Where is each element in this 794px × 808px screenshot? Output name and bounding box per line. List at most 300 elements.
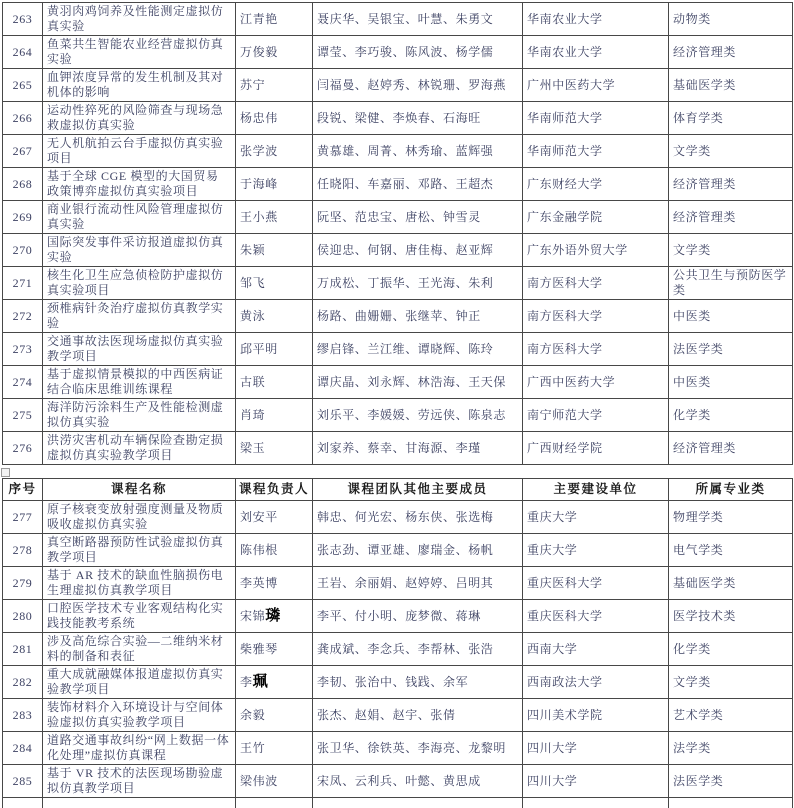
- course-name: 真空断路器预防性试验虚拟仿真教学项目: [47, 535, 224, 564]
- subject-category: 经济管理类: [673, 440, 737, 455]
- header-construction-unit: 主要建设单位: [523, 479, 669, 501]
- subject-category: 动物类: [673, 11, 711, 26]
- table-row: [3, 234, 793, 267]
- course-leader: 宋锦: [240, 609, 266, 623]
- construction-unit-cell: [523, 201, 669, 234]
- subject-category: 医学技术类: [673, 608, 737, 623]
- team-members: 韩忠、何光宏、杨东侠、张选梅: [317, 509, 494, 524]
- course-name-cell: [43, 732, 236, 765]
- course-leader: 王小燕: [240, 210, 278, 224]
- row-number: 264: [12, 44, 33, 59]
- subject-category: 化学类: [673, 407, 711, 422]
- course-name: 涉及高危综合实验—二维纳米材料的制备和表征: [47, 634, 224, 663]
- team-members: 张杰、赵娟、赵宇、张倩: [317, 707, 456, 722]
- construction-unit-cell: [523, 267, 669, 300]
- row-number-cell: [3, 732, 43, 765]
- course-leader-cell: [236, 501, 313, 534]
- course-name-cell: [43, 567, 236, 600]
- table-header-row: [3, 479, 793, 501]
- course-leader-cell: [236, 732, 313, 765]
- row-number-cell: [3, 168, 43, 201]
- course-name-cell: [43, 168, 236, 201]
- team-members-cell: [313, 633, 523, 666]
- course-leader-cell: [236, 432, 313, 465]
- team-members: 谭庆晶、刘永辉、林浩海、王天保: [317, 374, 507, 389]
- construction-unit-cell: [523, 501, 669, 534]
- course-name: 运动性猝死的风险筛查与现场急救虚拟仿真实验: [47, 103, 224, 132]
- course-leader-cell: [236, 201, 313, 234]
- course-name: 核生化卫生应急侦检防护虚拟仿真实验项目: [47, 268, 224, 297]
- row-number: 280: [12, 608, 33, 623]
- subject-category: 经济管理类: [673, 176, 737, 191]
- row-number: 278: [12, 542, 33, 557]
- course-leader: 古联: [240, 375, 266, 389]
- team-members-cell: [313, 699, 523, 732]
- construction-unit: 华南师范大学: [527, 110, 603, 125]
- subject-category: 经济管理类: [673, 44, 737, 59]
- team-members-cell: [313, 267, 523, 300]
- team-members: 杨路、曲姗姗、张继苹、钟正: [317, 308, 481, 323]
- partial-cell: [43, 798, 236, 808]
- course-name-cell: [43, 267, 236, 300]
- team-members-cell: [313, 534, 523, 567]
- course-name-cell: [43, 3, 236, 36]
- row-number-cell: [3, 135, 43, 168]
- construction-unit-cell: [523, 633, 669, 666]
- team-members-cell: [313, 666, 523, 699]
- header-course-leader: 课程负责人: [236, 479, 313, 501]
- course-name-cell: [43, 234, 236, 267]
- course-name: 国际突发事件采访报道虚拟仿真实验: [47, 235, 224, 264]
- row-number-cell: [3, 234, 43, 267]
- construction-unit-cell: [523, 36, 669, 69]
- construction-unit-cell: [523, 699, 669, 732]
- subject-category-cell: [669, 501, 793, 534]
- table-row: [3, 3, 793, 36]
- construction-unit: 华南农业大学: [527, 44, 603, 59]
- team-members-cell: [313, 201, 523, 234]
- construction-unit-cell: [523, 567, 669, 600]
- course-leader: 张学波: [240, 144, 278, 158]
- course-leader-cell: [236, 333, 313, 366]
- team-members: 阮坚、范忠宝、唐松、钟雪灵: [317, 209, 481, 224]
- partial-cell: [523, 798, 669, 808]
- subject-category: 中医类: [673, 374, 711, 389]
- header-course-name: 课程名称: [43, 479, 236, 501]
- construction-unit: 广州中医药大学: [527, 77, 616, 92]
- course-leader: 邹飞: [240, 276, 266, 290]
- course-table-lower: [2, 478, 793, 808]
- construction-unit: 广东外语外贸大学: [527, 242, 628, 257]
- table-row: [3, 333, 793, 366]
- team-members: 刘家养、蔡幸、甘海源、李瑾: [317, 440, 481, 455]
- course-name: 黄羽肉鸡饲养及性能测定虚拟仿真实验: [47, 4, 224, 33]
- course-leader-cell: [236, 300, 313, 333]
- row-number-cell: [3, 501, 43, 534]
- subject-category-cell: [669, 3, 793, 36]
- course-leader: 于海峰: [240, 177, 278, 191]
- course-leader: 杨忠伟: [240, 111, 278, 125]
- row-number-cell: [3, 699, 43, 732]
- row-number-cell: [3, 333, 43, 366]
- construction-unit: 重庆大学: [527, 509, 578, 524]
- course-leader-cell: [236, 135, 313, 168]
- team-members-cell: [313, 732, 523, 765]
- subject-category-cell: [669, 36, 793, 69]
- construction-unit: 南方医科大学: [527, 308, 603, 323]
- team-members: 李平、付小明、庞梦微、蒋琳: [317, 608, 481, 623]
- header-team-members: 课程团队其他主要成员: [313, 479, 523, 501]
- construction-unit: 重庆大学: [527, 542, 578, 557]
- course-table-lower-body: [3, 501, 793, 808]
- team-members-cell: [313, 3, 523, 36]
- team-members-cell: [313, 432, 523, 465]
- course-leader: 肖琦: [240, 408, 266, 422]
- course-table-upper-body: [3, 3, 793, 465]
- table-row: [3, 567, 793, 600]
- partial-cell: [669, 798, 793, 808]
- table-row: [3, 69, 793, 102]
- table-row: [3, 765, 793, 798]
- team-members-cell: [313, 333, 523, 366]
- subject-category: 化学类: [673, 641, 711, 656]
- construction-unit-cell: [523, 666, 669, 699]
- course-leader-cell: [236, 3, 313, 36]
- team-members: 刘乐平、李媛媛、劳远侠、陈泉志: [317, 407, 507, 422]
- course-leader: 李: [240, 675, 253, 689]
- table-row: [3, 432, 793, 465]
- course-leader-cell: [236, 267, 313, 300]
- course-name-cell: [43, 36, 236, 69]
- subject-category-cell: [669, 699, 793, 732]
- construction-unit: 广西中医药大学: [527, 374, 616, 389]
- subject-category: 公共卫生与预防医学类: [673, 268, 787, 297]
- course-name: 基于 VR 技术的法医现场勘验虚拟仿真教学项目: [47, 766, 224, 795]
- row-number: 282: [12, 674, 33, 689]
- course-name: 原子核衰变放射强度测量及物质吸收虚拟仿真实验: [47, 502, 224, 531]
- construction-unit: 西南政法大学: [527, 674, 603, 689]
- table-row: [3, 102, 793, 135]
- course-leader-cell: [236, 633, 313, 666]
- row-number: 283: [12, 707, 33, 722]
- course-name-cell: [43, 201, 236, 234]
- row-number: 277: [12, 509, 33, 524]
- team-members: 侯迎忠、何钢、唐佳梅、赵亚辉: [317, 242, 494, 257]
- subject-category: 经济管理类: [673, 209, 737, 224]
- row-number-cell: [3, 69, 43, 102]
- course-leader: 邱平明: [240, 342, 278, 356]
- team-members: 李韧、张治中、钱践、余军: [317, 674, 469, 689]
- course-name: 基于全球 CGE 模型的大国贸易政策博弈虚拟仿真实验项目: [47, 169, 219, 198]
- row-number-cell: [3, 102, 43, 135]
- team-members: 段锐、梁健、李焕春、石海旺: [317, 110, 481, 125]
- construction-unit-cell: [523, 69, 669, 102]
- subject-category-cell: [669, 666, 793, 699]
- construction-unit-cell: [523, 300, 669, 333]
- construction-unit-cell: [523, 234, 669, 267]
- subject-category-cell: [669, 534, 793, 567]
- course-name-cell: [43, 432, 236, 465]
- course-name-cell: [43, 699, 236, 732]
- course-name: 重大成就融媒体报道虚拟仿真实验教学项目: [47, 667, 224, 696]
- subject-category: 法医学类: [673, 773, 724, 788]
- construction-unit: 南方医科大学: [527, 275, 603, 290]
- row-number: 269: [12, 209, 33, 224]
- course-leader: 余毅: [240, 708, 266, 722]
- construction-unit: 广东金融学院: [527, 209, 603, 224]
- team-members: 聂庆华、吴银宝、叶慧、朱勇文: [317, 11, 494, 26]
- course-leader-cell: [236, 765, 313, 798]
- course-leader: 朱颖: [240, 243, 266, 257]
- team-members-cell: [313, 399, 523, 432]
- row-number: 272: [12, 308, 33, 323]
- row-number: 265: [12, 77, 33, 92]
- table-row: [3, 399, 793, 432]
- construction-unit: 重庆医科大学: [527, 575, 603, 590]
- course-leader: 苏宁: [240, 78, 266, 92]
- row-number-cell: [3, 534, 43, 567]
- table-row: [3, 267, 793, 300]
- course-leader: 梁伟波: [240, 774, 278, 788]
- course-leader-cell: [236, 366, 313, 399]
- course-name: 无人机航拍云台手虚拟仿真实验项目: [47, 136, 224, 165]
- construction-unit: 广西财经学院: [527, 440, 603, 455]
- construction-unit-cell: [523, 732, 669, 765]
- subject-category-cell: [669, 300, 793, 333]
- course-leader-cell: [236, 534, 313, 567]
- subject-category-cell: [669, 201, 793, 234]
- partial-cell: [313, 798, 523, 808]
- construction-unit: 四川大学: [527, 773, 578, 788]
- header-no: 序号: [3, 479, 43, 501]
- table-row: [3, 36, 793, 69]
- course-name-cell: [43, 135, 236, 168]
- construction-unit-cell: [523, 333, 669, 366]
- table-row: [3, 135, 793, 168]
- subject-category: 艺术学类: [673, 707, 724, 722]
- subject-category: 基础医学类: [673, 77, 737, 92]
- course-name-cell: [43, 633, 236, 666]
- construction-unit-cell: [523, 366, 669, 399]
- team-members-cell: [313, 567, 523, 600]
- construction-unit-cell: [523, 432, 669, 465]
- subject-category-cell: [669, 135, 793, 168]
- construction-unit: 华南农业大学: [527, 11, 603, 26]
- leader-variant-char: 珮: [252, 672, 268, 690]
- row-number-cell: [3, 201, 43, 234]
- course-name: 装饰材料介入环境设计与空间体验虚拟仿真实验教学项目: [47, 700, 224, 729]
- course-leader: 万俊毅: [240, 45, 278, 59]
- table-row: [3, 666, 793, 699]
- team-members: 张志劲、谭亚雄、廖瑞金、杨帆: [317, 542, 494, 557]
- construction-unit-cell: [523, 765, 669, 798]
- team-members-cell: [313, 135, 523, 168]
- course-leader: 陈伟根: [240, 543, 278, 557]
- row-number: 281: [12, 641, 33, 656]
- course-leader-cell: [236, 666, 313, 699]
- row-number: 263: [12, 11, 33, 26]
- construction-unit: 重庆医科大学: [527, 608, 603, 623]
- row-number-cell: [3, 633, 43, 666]
- row-number-cell: [3, 600, 43, 633]
- construction-unit-cell: [523, 168, 669, 201]
- subject-category: 法医学类: [673, 341, 724, 356]
- course-name-cell: [43, 300, 236, 333]
- team-members: 闫福曼、赵婷秀、林锐珊、罗海燕: [317, 77, 507, 92]
- team-members: 谭莹、李巧骏、陈风波、杨学儒: [317, 44, 494, 59]
- construction-unit: 西南大学: [527, 641, 578, 656]
- subject-category: 文学类: [673, 143, 711, 158]
- course-table-upper: [2, 2, 793, 465]
- course-name-cell: [43, 333, 236, 366]
- row-number: 273: [12, 341, 33, 356]
- construction-unit: 广东财经大学: [527, 176, 603, 191]
- course-name: 洪涝灾害机动车辆保险查勘定损虚拟仿真实验教学项目: [47, 433, 224, 462]
- team-members: 王岩、余丽娟、赵婷婷、吕明其: [317, 575, 494, 590]
- construction-unit-cell: [523, 600, 669, 633]
- course-leader: 柴雅琴: [240, 642, 278, 656]
- construction-unit: 四川大学: [527, 740, 578, 755]
- construction-unit: 四川美术学院: [527, 707, 603, 722]
- team-members: 张卫华、徐铁英、李海亮、龙黎明: [317, 740, 507, 755]
- team-members-cell: [313, 234, 523, 267]
- team-members: 任晓阳、车嘉丽、邓路、王超杰: [317, 176, 494, 191]
- team-members: 黄慕雄、周菁、林秀瑜、蓝辉强: [317, 143, 494, 158]
- course-leader: 刘安平: [240, 510, 278, 524]
- team-members-cell: [313, 366, 523, 399]
- subject-category-cell: [669, 432, 793, 465]
- subject-category: 文学类: [673, 242, 711, 257]
- table-row: [3, 300, 793, 333]
- course-name-cell: [43, 399, 236, 432]
- course-name: 血钾浓度异常的发生机制及其对机体的影响: [47, 70, 224, 99]
- course-leader-cell: [236, 600, 313, 633]
- partial-cell: [3, 798, 43, 808]
- table-row: [3, 201, 793, 234]
- course-leader: 王竹: [240, 741, 266, 755]
- team-members-cell: [313, 765, 523, 798]
- construction-unit-cell: [523, 399, 669, 432]
- subject-category-cell: [669, 102, 793, 135]
- subject-category-cell: [669, 600, 793, 633]
- subject-category-cell: [669, 267, 793, 300]
- row-number: 284: [12, 740, 33, 755]
- subject-category: 法学类: [673, 740, 711, 755]
- row-number-cell: [3, 366, 43, 399]
- course-name-cell: [43, 666, 236, 699]
- table-row: [3, 534, 793, 567]
- table-row: [3, 633, 793, 666]
- row-number: 276: [12, 440, 33, 455]
- team-members: 龚成斌、李念兵、李帮林、张浩: [317, 641, 494, 656]
- subject-category: 电气学类: [673, 542, 724, 557]
- subject-category-cell: [669, 633, 793, 666]
- team-members: 万成松、丁振华、王光海、朱利: [317, 275, 494, 290]
- course-name: 颈椎病针灸治疗虚拟仿真教学实验: [47, 301, 224, 330]
- subject-category-cell: [669, 234, 793, 267]
- table-row: [3, 501, 793, 534]
- course-leader: 梁玉: [240, 441, 266, 455]
- table-row: [3, 732, 793, 765]
- course-leader-cell: [236, 36, 313, 69]
- subject-category: 基础医学类: [673, 575, 737, 590]
- course-leader-cell: [236, 699, 313, 732]
- construction-unit-cell: [523, 135, 669, 168]
- course-leader-cell: [236, 567, 313, 600]
- row-number-cell: [3, 666, 43, 699]
- row-number: 268: [12, 176, 33, 191]
- table-row: [3, 168, 793, 201]
- table-row: [3, 699, 793, 732]
- course-name: 基于 AR 技术的缺血性脑损伤电生理虚拟仿真教学项目: [47, 568, 224, 597]
- row-number-cell: [3, 267, 43, 300]
- leader-variant-char: 璘: [265, 606, 281, 624]
- course-name-cell: [43, 69, 236, 102]
- team-members-cell: [313, 102, 523, 135]
- course-leader-cell: [236, 69, 313, 102]
- team-members: 缪启锋、兰江维、谭晓辉、陈玲: [317, 341, 494, 356]
- row-number-cell: [3, 432, 43, 465]
- subject-category-cell: [669, 168, 793, 201]
- header-subject-category: 所属专业类: [669, 479, 793, 501]
- row-number: 285: [12, 773, 33, 788]
- construction-unit-cell: [523, 534, 669, 567]
- course-leader: 江青艳: [240, 12, 278, 26]
- subject-category: 物理学类: [673, 509, 724, 524]
- subject-category-cell: [669, 333, 793, 366]
- subject-category-cell: [669, 732, 793, 765]
- course-name-cell: [43, 102, 236, 135]
- subject-category: 中医类: [673, 308, 711, 323]
- course-leader-cell: [236, 102, 313, 135]
- row-number-cell: [3, 3, 43, 36]
- team-members-cell: [313, 69, 523, 102]
- subject-category: 文学类: [673, 674, 711, 689]
- course-leader-cell: [236, 399, 313, 432]
- subject-category-cell: [669, 69, 793, 102]
- row-number-cell: [3, 399, 43, 432]
- team-members: 宋凤、云利兵、叶懿、黄思成: [317, 773, 481, 788]
- construction-unit: 南宁师范大学: [527, 407, 603, 422]
- team-members-cell: [313, 168, 523, 201]
- team-members-cell: [313, 600, 523, 633]
- course-name-cell: [43, 765, 236, 798]
- partial-next-row: [3, 798, 793, 808]
- construction-unit: 华南师范大学: [527, 143, 603, 158]
- row-number: 267: [12, 143, 33, 158]
- team-members-cell: [313, 501, 523, 534]
- construction-unit: 南方医科大学: [527, 341, 603, 356]
- course-name-cell: [43, 366, 236, 399]
- row-number: 266: [12, 110, 33, 125]
- row-number: 270: [12, 242, 33, 257]
- course-name-cell: [43, 600, 236, 633]
- course-name: 商业银行流动性风险管理虚拟仿真实验: [47, 202, 224, 231]
- course-name: 道路交通事故纠纷“网上数据一体化处理”虚拟仿真课程: [47, 733, 230, 762]
- course-name: 基于虚拟情景模拟的中西医病证结合临床思维训练课程: [47, 367, 224, 396]
- course-name: 口腔医学技术专业客观结构化实践技能教考系统: [47, 601, 224, 630]
- row-number-cell: [3, 765, 43, 798]
- row-number: 274: [12, 374, 33, 389]
- subject-category-cell: [669, 366, 793, 399]
- row-number-cell: [3, 300, 43, 333]
- row-number: 279: [12, 575, 33, 590]
- team-members-cell: [313, 300, 523, 333]
- row-number: 271: [12, 275, 33, 290]
- partial-cell: [236, 798, 313, 808]
- course-leader: 黄泳: [240, 309, 266, 323]
- construction-unit-cell: [523, 3, 669, 36]
